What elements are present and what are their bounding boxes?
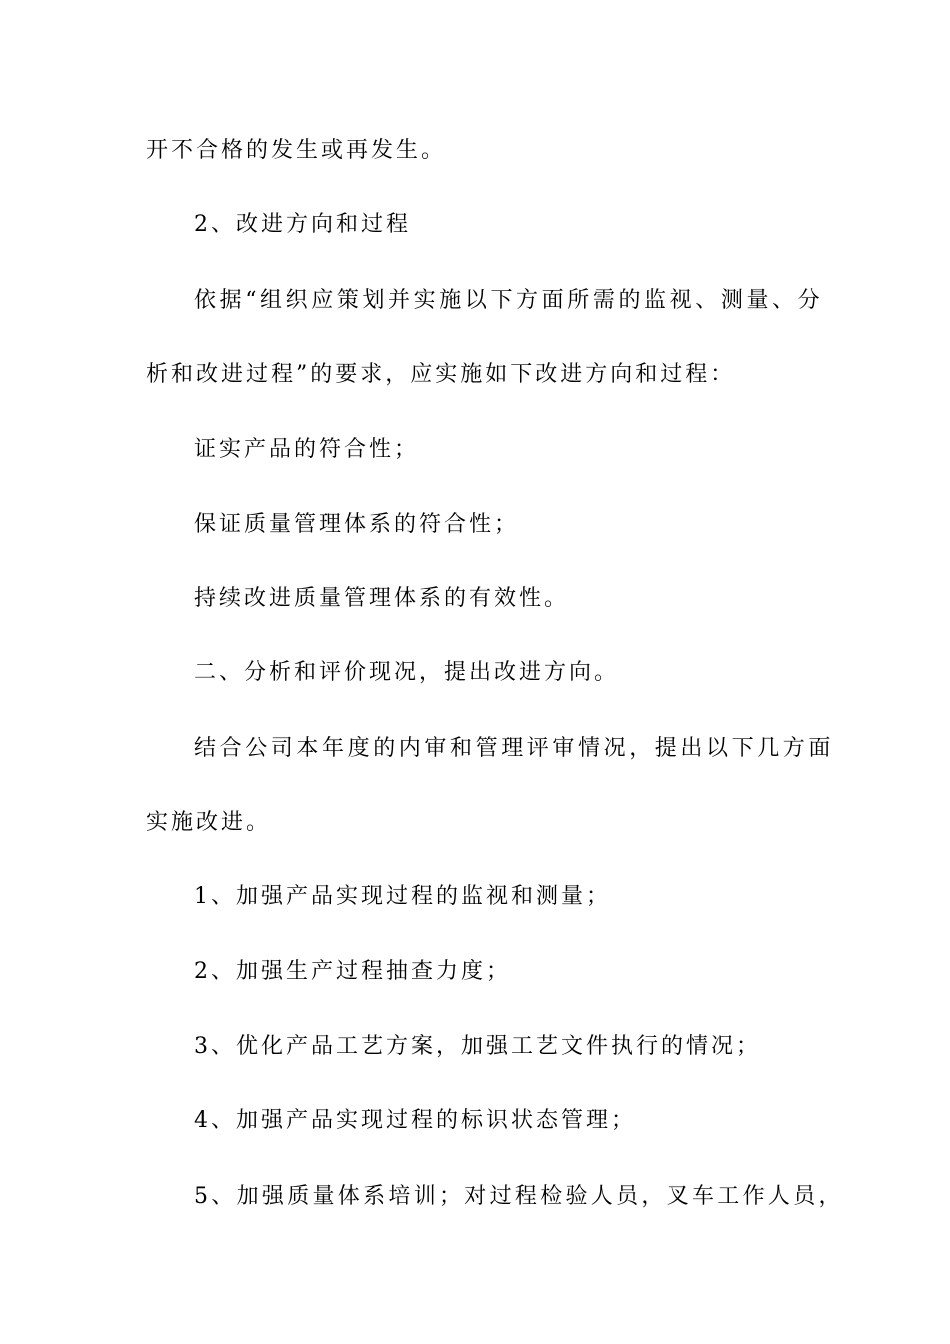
paragraph-line: 析和改进过程”的要求，应实施如下改进方向和过程：: [146, 362, 736, 387]
list-item: 5、加强质量体系培训；对过程检验人员，叉车工作人员，: [194, 1184, 844, 1209]
section-heading: 二、分析和评价现况，提出改进方向。: [194, 660, 620, 685]
paragraph-line: 实施改进。: [146, 810, 272, 835]
paragraph-line: 依据“组织应策划并实施以下方面所需的监视、测量、分: [194, 288, 824, 313]
list-item: 2、加强生产过程抽查力度；: [194, 959, 511, 984]
list-item: 持续改进质量管理体系的有效性。: [194, 586, 570, 611]
list-item: 保证质量管理体系的符合性；: [194, 512, 520, 537]
list-item: 4、加强产品实现过程的标识状态管理；: [194, 1108, 636, 1133]
paragraph-line: 开不合格的发生或再发生。: [146, 138, 447, 163]
list-item: 3、优化产品工艺方案，加强工艺文件执行的情况；: [194, 1034, 761, 1059]
list-item: 1、加强产品实现过程的监视和测量；: [194, 884, 611, 909]
section-heading: 2、改进方向和过程: [194, 212, 411, 237]
list-item: 证实产品的符合性；: [194, 437, 420, 462]
paragraph-line: 结合公司本年度的内审和管理评审情况，提出以下几方面: [194, 736, 835, 761]
